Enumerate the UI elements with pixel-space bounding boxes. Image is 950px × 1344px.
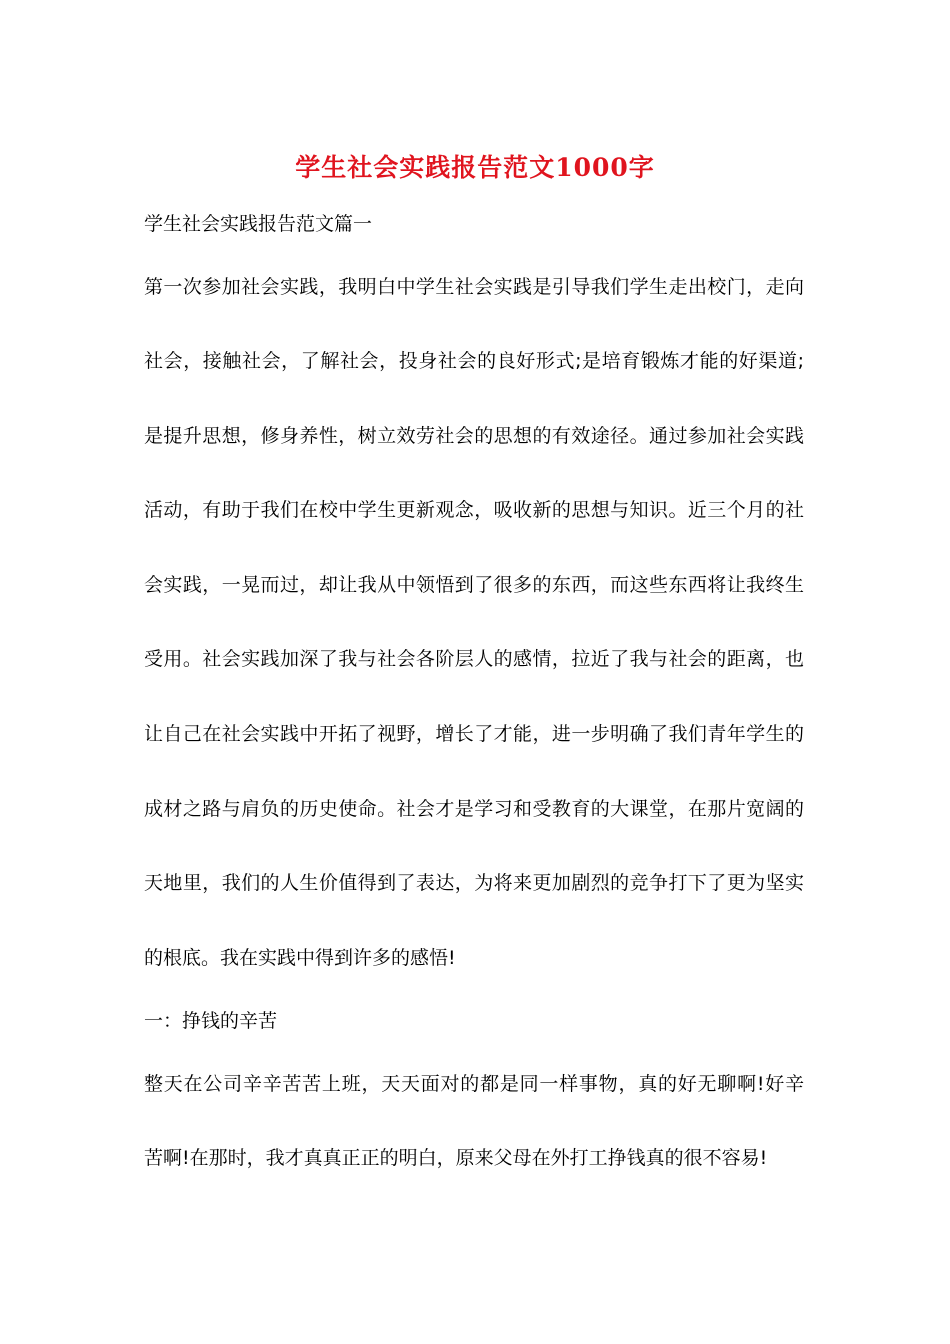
paragraph-line: 受用。社会实践加深了我与社会各阶层人的感情，拉近了我与社会的距离，也 [144,648,804,670]
paragraph-line: 会实践，一晃而过，却让我从中领悟到了很多的东西，而这些东西将让我终生 [144,574,804,596]
document-subtitle: 学生社会实践报告范文篇一 [144,213,373,235]
paragraph-line: 社会，接触社会，了解社会，投身社会的良好形式;是培育锻炼才能的好渠道; [144,350,804,372]
paragraph-line: 是提升思想，修身养性，树立效劳社会的思想的有效途径。通过参加社会实践 [144,425,804,447]
paragraph-line: 天地里，我们的人生价值得到了表达，为将来更加剧烈的竞争打下了更为坚实 [144,872,804,894]
paragraph-line: 第一次参加社会实践，我明白中学生社会实践是引导我们学生走出校门，走向 [144,276,804,298]
paragraph-line: 整天在公司辛辛苦苦上班，天天面对的都是同一样事物，真的好无聊啊!好辛 [144,1073,804,1095]
section-heading: 一：挣钱的辛苦 [144,1010,278,1032]
paragraph-line: 苦啊!在那时，我才真真正正的明白，原来父母在外打工挣钱真的很不容易! [144,1147,768,1169]
document-title: 学生社会实践报告范文1000字 [295,153,655,182]
paragraph-line: 成材之路与肩负的历史使命。社会才是学习和受教育的大课堂，在那片宽阔的 [144,798,804,820]
paragraph-line: 让自己在社会实践中开拓了视野，增长了才能，进一步明确了我们青年学生的 [144,723,804,745]
paragraph-line: 的根底。我在实践中得到许多的感悟! [144,947,456,969]
paragraph-line: 活动，有助于我们在校中学生更新观念，吸收新的思想与知识。近三个月的社 [144,499,804,521]
